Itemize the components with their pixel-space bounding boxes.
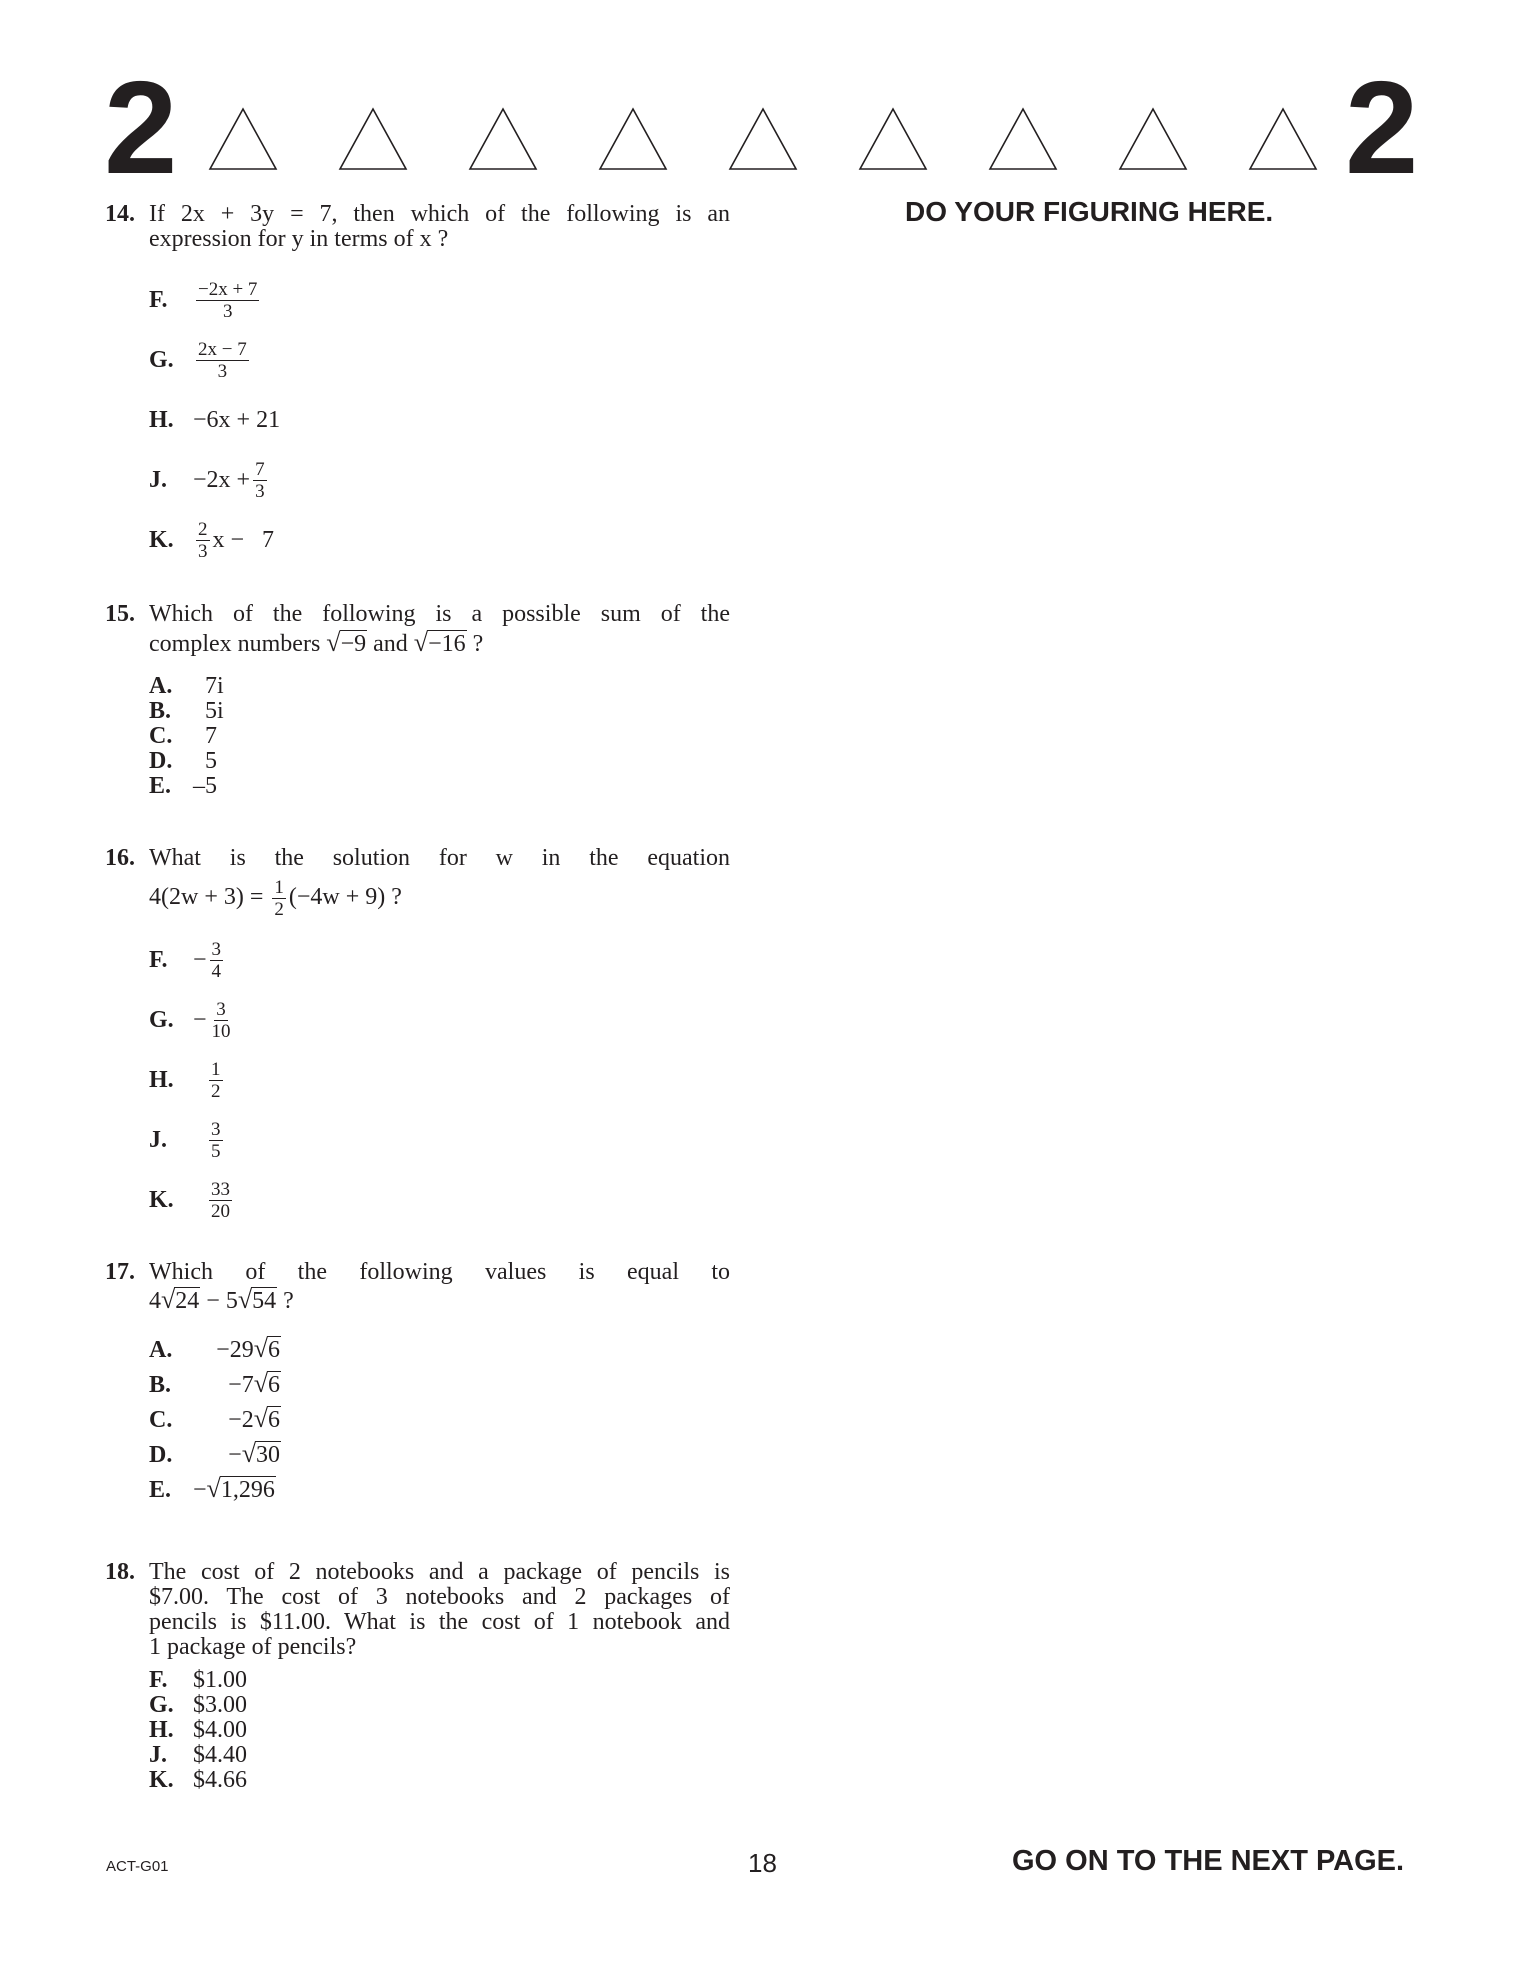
fraction: $\frac{2x - 7}{3}$ (198, 338, 247, 382)
form-code: ACT-G01 (106, 1858, 169, 1875)
option-h[interactable]: H. $4.00 (149, 1717, 247, 1743)
option-a[interactable]: A. −29√6 (149, 1334, 280, 1363)
question-16 (105, 845, 730, 1222)
option-g[interactable]: G. $3.00 (149, 1692, 247, 1718)
option-label: H. (149, 406, 174, 433)
option-f[interactable] (149, 278, 262, 322)
option-d[interactable]: D. 5 (149, 748, 217, 774)
option-g[interactable]: G. − $\frac{3}{10}$ (149, 998, 231, 1042)
option-h[interactable]: H. $\frac{1}{2}$ (149, 1058, 221, 1102)
option-b[interactable]: B. −7√6 (149, 1369, 280, 1398)
option-j[interactable] (149, 458, 270, 502)
option-text: −2x + (193, 466, 251, 493)
option-k[interactable]: K. $\frac{33}{20}$ (149, 1178, 230, 1222)
option-j[interactable]: J. $\frac{3}{5}$ (149, 1118, 221, 1162)
triangle-icon (210, 109, 276, 169)
radical: √−16 (413, 628, 466, 657)
question-stem-line: What is the solution for w in the equation (149, 845, 730, 871)
option-c[interactable]: C. 7 (149, 723, 217, 749)
option-label: J. (149, 466, 167, 493)
question-stem-line: complex numbers √−9 and √−16 ? (149, 628, 484, 657)
option-label: K. (149, 526, 174, 553)
option-b[interactable]: B. 5i (149, 698, 224, 724)
option-c[interactable]: C. −2√6 (149, 1404, 280, 1433)
section-number-right: 2 (1345, 54, 1417, 201)
option-f[interactable]: F. − $\frac{3}{4}$ (149, 938, 222, 982)
option-e[interactable]: E. –5 (149, 773, 217, 799)
question-stem-line: The cost of 2 notebooks and a package of pencils is (149, 1559, 730, 1585)
question-18 (105, 1559, 730, 1793)
triangle-icon (600, 109, 666, 169)
question-equation: 4(2w + 3) = $\frac{1}{2}$ (−4w + 9) ? (149, 877, 402, 920)
fraction: $\frac{2}{3}$ (198, 518, 208, 562)
option-j[interactable]: J. $4.40 (149, 1742, 247, 1768)
option-k[interactable]: K. $4.66 (149, 1767, 247, 1793)
option-k[interactable] (149, 518, 274, 562)
question-number: 14. (105, 201, 135, 227)
option-d[interactable]: D. −√30 (149, 1439, 280, 1468)
question-stem-line: If 2x + 3y = 7, then which of the following is an (149, 201, 730, 227)
question-number: 16. (105, 845, 135, 871)
option-f[interactable]: F. $1.00 (149, 1667, 247, 1693)
option-h[interactable] (149, 398, 280, 442)
option-label: F. (149, 286, 168, 313)
fraction: $\frac{-2x + 7}{3}$ (198, 278, 258, 322)
triangle-row (204, 105, 1334, 175)
radical: √−9 (326, 628, 367, 657)
section-number-left: 2 (104, 54, 176, 201)
option-label: G. (149, 346, 174, 373)
option-g[interactable] (149, 338, 252, 382)
question-expression: 4√24 − 5√54 ? (149, 1285, 294, 1314)
question-number: 17. (105, 1259, 135, 1285)
option-a[interactable]: A. 7i (149, 673, 224, 699)
page-number: 18 (748, 1848, 777, 1878)
question-stem-line: Which of the following is a possible sum of the (149, 601, 730, 627)
figuring-note: DO YOUR FIGURING HERE. (905, 196, 1274, 227)
question-number: 15. (105, 601, 135, 627)
triangle-icon (860, 109, 926, 169)
fraction: $\frac{7}{3}$ (255, 458, 265, 502)
triangle-icon (470, 109, 536, 169)
question-stem-line: pencils is $11.00. What is the cost of 1 notebook and (149, 1609, 730, 1635)
question-17 (105, 1259, 730, 1503)
question-number: 18. (105, 1559, 135, 1585)
triangle-icon (340, 109, 406, 169)
triangle-icon (1120, 109, 1186, 169)
question-14 (105, 201, 730, 562)
option-text: x − 7 (212, 526, 275, 553)
question-stem-line: Which of the following values is equal to (149, 1259, 730, 1285)
question-stem-line: 1 package of pencils? (149, 1634, 357, 1660)
next-page-instruction: GO ON TO THE NEXT PAGE. (1012, 1845, 1405, 1877)
option-text: −6x + 21 (193, 406, 281, 433)
question-15 (105, 601, 730, 799)
triangle-icon (1250, 109, 1316, 169)
question-stem-line: expression for y in terms of x ? (149, 226, 449, 252)
option-e[interactable]: E. −√1,296 (149, 1474, 275, 1503)
triangle-icon (730, 109, 796, 169)
triangle-icon (990, 109, 1056, 169)
question-stem-line: $7.00. The cost of 3 notebooks and 2 packages of (149, 1584, 730, 1610)
